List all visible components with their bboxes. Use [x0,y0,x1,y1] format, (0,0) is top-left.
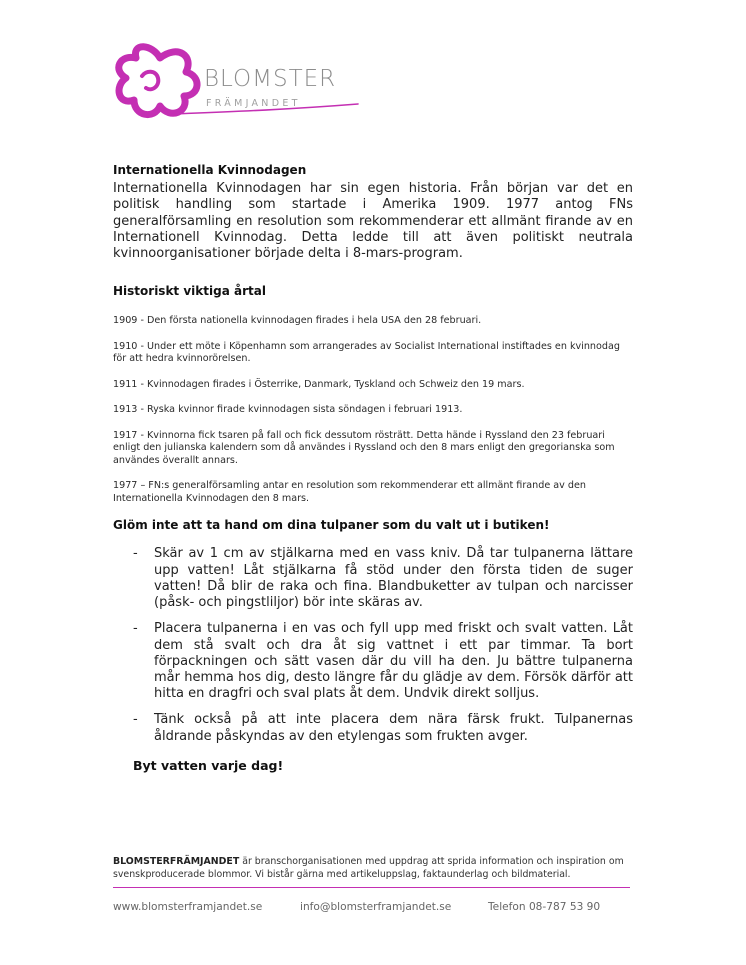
footer-org-name: BLOMSTERFRÄMJANDET [113,856,240,867]
tip-item [133,712,633,744]
bullet-dash: - [133,621,138,637]
footer-org-text: är branschorganisationen med uppdrag att sprida information och inspiration om svenskproducerade blommor. Vi bistår gärna med artikeluppslag, faktaunderlag och bildmaterial. [113,856,624,880]
history-event: 1909 - Den första nationella kvinnodagen firades i hela USA den 28 februari. [113,315,482,327]
website-link[interactable]: www.blomsterframjandet.se [113,900,263,913]
history-event: 1977 – FN:s generalförsamling antar en resolution som rekommenderar ett allmänt firande av den Internationella Kvinnodagen den 8 mars. [113,480,586,504]
history-event: 1913 - Ryska kvinnor firade kvinnodagen sista söndagen i februari 1913. [113,404,463,416]
tip-text: Skär av 1 cm av stjälkarna med en vass kniv. Då tar tulpanerna lättare upp vatten! Låt stjälkarna få stöd under den första tiden de suger vatten! Då blir de raka och fina. Blandbuketter av tulpan och narcisser (påsk- och pingstliljor) bör inte skäras av. [154,546,633,611]
bullet-dash: - [133,712,138,728]
footer [113,856,633,913]
footer-contacts [113,901,633,913]
intro-heading: Internationella Kvinnodagen [113,163,307,177]
bullet-dash: - [133,546,138,562]
history-event: 1911 - Kvinnodagen firades i Österrike, Danmark, Tyskland och Schweiz den 19 mars. [113,378,525,390]
footer-divider [113,887,630,888]
tips-list [113,546,633,744]
phone-number: Telefon 08-787 53 90 [488,900,601,913]
brand-logo [112,40,362,132]
tip-text: Tänk också på att inte placera dem nära färsk frukt. Tulpanernas åldrande påskyndas av den etylengas som frukten avger. [154,712,633,744]
brand-name: BLOMSTER [204,66,337,92]
main-content [113,163,633,773]
email-link[interactable]: info@blomsterframjandet.se [300,900,452,913]
tip-item [133,621,633,702]
brand-subtitle: FRÄMJANDET [206,98,301,109]
tips-heading: Glöm inte att ta hand om dina tulpaner som du valt ut i butiken! [113,518,550,533]
intro-paragraph: Internationella Kvinnodagen har sin egen historia. Från början var det en politisk handling som startade i Amerika 1909. 1977 antog FNs generalförsamling en resolution som rekommenderar ett allmänt firande av en Internationell Kvinnodag. Detta ledde till att även politiskt neutrala kvinnoorganisationer började delta i 8-mars-program. [113,181,633,262]
final-tip: Byt vatten varje dag! [133,757,284,773]
footer-description [113,856,633,882]
history-heading: Historiskt viktiga årtal [113,284,266,299]
tip-text: Placera tulpanerna i en vas och fyll upp med friskt och svalt vatten. Låt dem stå svalt och dra åt sig vattnet i ett par timmar. Ta bort förpackningen och sätt vasen där du vill ha den. Ju bättre tulpanerna mår hemma hos dig, desto längre får du glädje av dem. Försök därför att hitta en dragfri och sval plats åt dem. Undvik direkt solljus. [154,621,633,702]
tip-item [133,546,633,611]
history-event: 1917 - Kvinnorna fick tsaren på fall och fick dessutom rösträtt. Detta hände i Ryssland den 23 februari enligt den julianska kalendern som då användes i Ryssland och den 8 mars enligt den gregorianska som användes överallt annars. [113,429,615,466]
history-events [113,315,633,505]
history-event: 1910 - Under ett möte i Köpenhamn som arrangerades av Socialist International instiftades en kvinnodag för att hedra kvinnorörelsen. [113,340,620,365]
